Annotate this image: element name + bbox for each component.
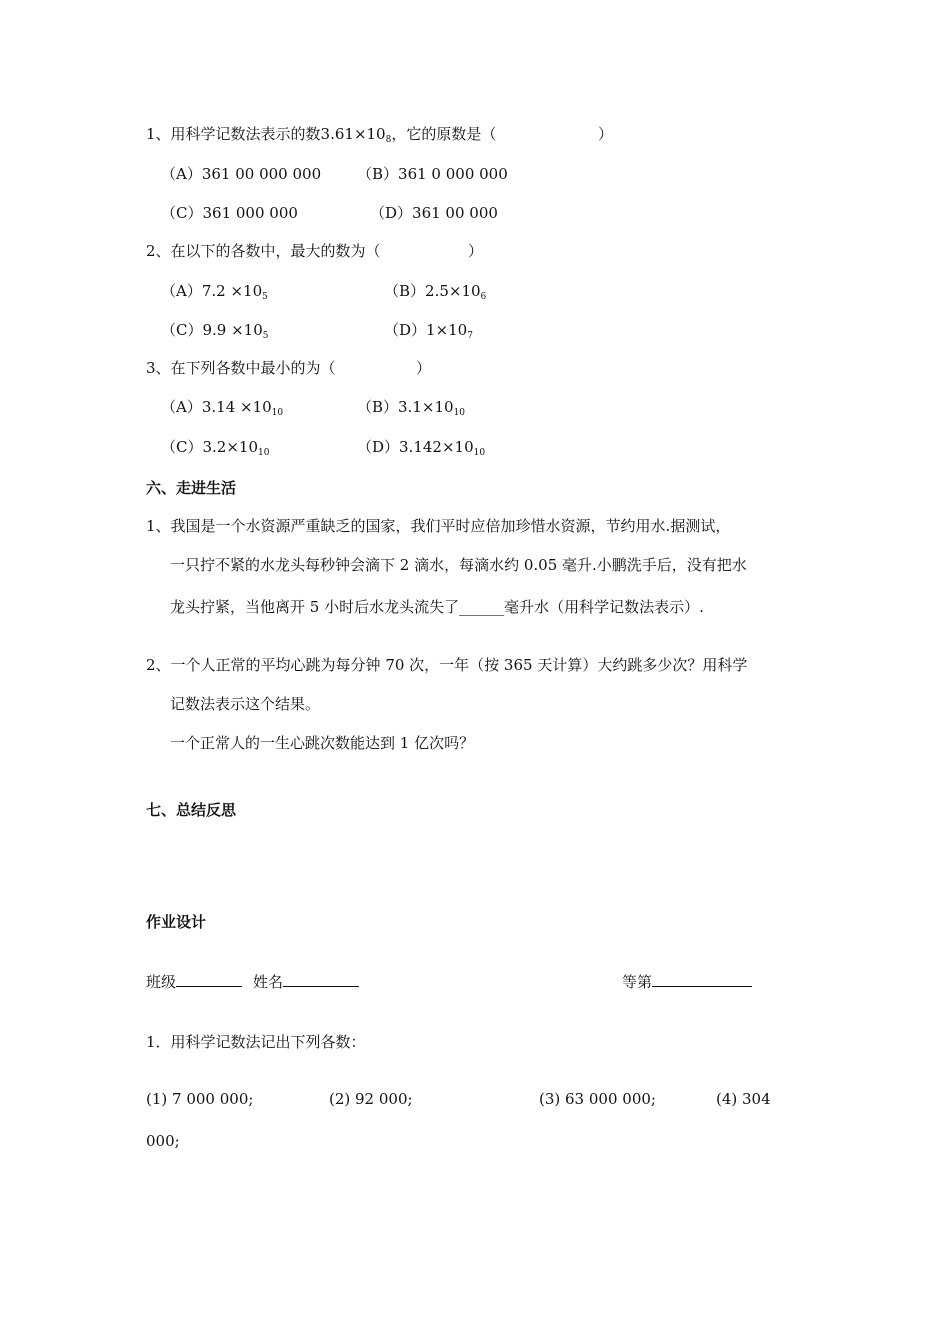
q2-option-a-text: （A）7.2 ×10: [161, 282, 263, 300]
section6-title: 六、走进生活: [146, 479, 237, 497]
homework-task1: 1．用科学记数法记出下列各数：: [146, 1033, 366, 1051]
q3-option-b-exponent: 10: [453, 408, 465, 418]
section6-p1-line2: 一只拧不紧的水龙头每秒钟会滴下 2 滴水，每滴水约 0.05 毫升.小鹏洗手后，没有把水: [170, 556, 747, 574]
q3-stem: 3、在下列各数中最小的为（: [146, 359, 336, 377]
q3-option-b: [357, 397, 465, 420]
section7-title: 七、总结反思: [146, 801, 237, 819]
q2-option-d: [384, 320, 473, 343]
homework-item-3: (3) 63 000 000;: [539, 1090, 656, 1108]
section6-p2-line2: 记数法表示这个结果。: [170, 695, 321, 713]
q2-option-a: [161, 281, 268, 304]
section6-p1-line3-end: 毫升水（用科学记数法表示）.: [504, 598, 704, 616]
q1-option-c: （C）361 000 000: [161, 204, 298, 222]
section6-p1-line1: 1、我国是一个水资源严重缺乏的国家，我们平时应倍加珍惜水资源，节约用水.据测试，: [146, 517, 731, 535]
class-label: 班级: [146, 973, 177, 991]
q2-option-c: [161, 320, 269, 343]
q2-option-d-text: （D）1×10: [384, 321, 468, 339]
section6-p2-line3: 一个正常人的一生心跳次数能达到 1 亿次吗？: [170, 734, 475, 752]
q1-option-a: （A）361 00 000 000: [161, 165, 322, 183]
q3-option-c-exponent: 10: [258, 448, 270, 458]
q3-option-b-text: （B）3.1×10: [357, 398, 454, 416]
q1-option-d: （D）361 00 000: [370, 204, 498, 222]
class-blank: [176, 972, 242, 987]
q1-close-paren: ）: [598, 125, 614, 143]
q2-option-b-exponent: 6: [480, 292, 487, 302]
q2-option-c-text: （C）9.9 ×10: [161, 321, 263, 339]
q1-stem: [146, 124, 496, 147]
name-blank: [283, 972, 359, 987]
q3-option-c: [161, 437, 269, 460]
q1-stem-text: 1、用科学记数法表示的数3.61×10: [146, 125, 386, 143]
homework-item-4: (4) 304: [716, 1090, 771, 1108]
q3-option-d-text: （D）3.142×10: [357, 438, 474, 456]
homework-item-4-continued: 000;: [146, 1132, 180, 1150]
section6-p1-line3: [170, 597, 704, 617]
name-label: 姓名: [253, 973, 284, 991]
q1-exponent: 8: [385, 135, 392, 145]
q2-close-paren: ）: [468, 242, 484, 260]
q2-option-d-exponent: 7: [467, 331, 473, 341]
section6-p2-line1: 2、一个人正常的平均心跳为每分钟 70 次，一年（按 365 天计算）大约跳多少次？用科学: [146, 656, 748, 674]
q3-option-a-exponent: 10: [271, 408, 284, 418]
q2-option-b-text: （B）2.5×10: [384, 282, 481, 300]
q3-option-d: [357, 437, 485, 460]
grade-field: [622, 972, 752, 992]
q3-option-c-text: （C）3.2×10: [161, 438, 258, 456]
name-field: [253, 972, 359, 992]
q1-stem-tail: ，它的原数是（: [391, 125, 497, 143]
homework-title: 作业设计: [146, 913, 207, 931]
class-field: [146, 972, 242, 992]
q3-close-paren: ）: [416, 359, 432, 377]
q3-option-d-exponent: 10: [473, 448, 486, 458]
grade-blank: [652, 972, 752, 987]
grade-label: 等第: [622, 973, 653, 991]
q3-option-a-text: （A）3.14 ×10: [161, 398, 272, 416]
answer-blank: ______: [459, 598, 505, 616]
q3-option-a: [161, 397, 283, 420]
q2-stem: 2、在以下的各数中，最大的数为（: [146, 242, 381, 260]
q2-option-b: [384, 281, 486, 304]
homework-item-2: (2) 92 000;: [329, 1090, 413, 1108]
homework-item-1: (1) 7 000 000;: [146, 1090, 254, 1108]
q2-option-a-exponent: 5: [262, 292, 268, 302]
q2-option-c-exponent: 5: [262, 331, 269, 341]
section6-p1-line3-start: 龙头拧紧，当他离开 5 小时后水龙头流失了: [170, 598, 460, 616]
q1-option-b: （B）361 0 000 000: [357, 165, 508, 183]
